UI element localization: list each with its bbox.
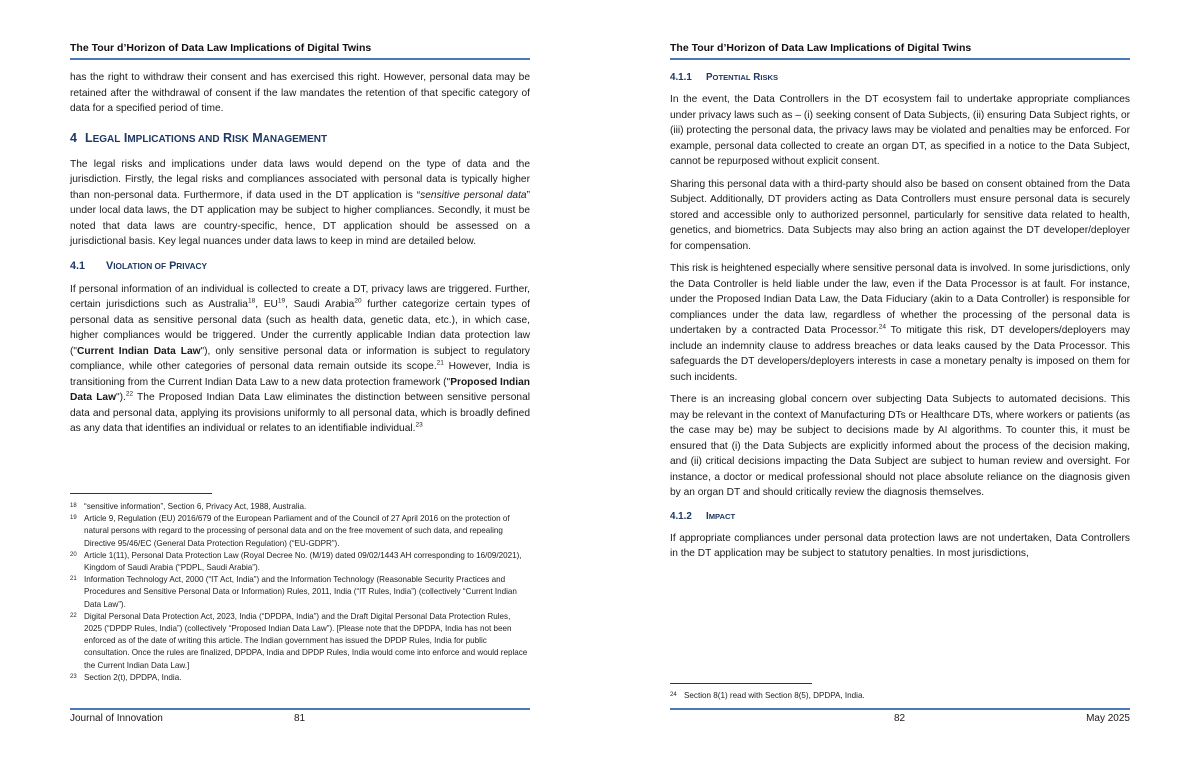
footnote-ref[interactable]: 24 (878, 323, 886, 331)
section-heading-4-1: 4.1 VIOLATION OF PRIVACY (70, 259, 207, 272)
footnote-number: 23 (70, 673, 77, 680)
footnote-text: Digital Personal Data Protection Act, 2023, India (“DPDPA, India”) and the Draft Digital Personal Data Protection Rules, 2025 (“DPDP Rules, India”) (collectively “Proposed Indian Data Law”). [Please note that the DPDPA, India has not been enforced as of the date of writing this article. The Indian government has issued the DPDP Rules, India for public consultation. Once the rules are finalized, DPDPA, India and DPDP Rules, India would come into enforce and would replace the Current Indian Data Law.] (84, 611, 528, 670)
footer-date: May 2025 (1086, 713, 1130, 724)
footnote-number: 21 (70, 576, 77, 583)
footnote-ref[interactable]: 22 (125, 390, 134, 398)
footer-rule (670, 708, 1130, 710)
running-header: The Tour d’Horizon of Data Law Implications of Digital Twins (70, 42, 372, 54)
footnote-text: Section 2(t), DPDPA, India. (84, 672, 182, 682)
footnote-text: Section 8(1) read with Section 8(5), DPDPA, India. (684, 691, 865, 700)
impact-paragraph: If appropriate compliances under personal data protection laws are not undertaken, Data Controllers in the DT application may be subject to statutory penalties. In most jurisdictions, (670, 532, 1130, 559)
footnote (70, 611, 530, 672)
footnote-ref[interactable]: 21 (436, 359, 444, 367)
footnote (670, 690, 1130, 702)
footnote (70, 672, 530, 684)
footnote (70, 574, 530, 611)
header-rule (670, 58, 1130, 60)
footnote-ref[interactable]: 20 (354, 297, 362, 305)
section-heading-4-1-1: 4.1.1 POTENTIAL RISKS (670, 72, 779, 83)
footnote-text: Information Technology Act, 2000 (“IT Act, India”) and the Information Technology (Reasonable Security Practices and Procedures and Sensitive Personal Data or Information) Rules, 2011, India (“IT Rules, India”) (collectively “Current Indian Data Law”). (84, 575, 517, 609)
left-page (70, 0, 530, 776)
footnote-number: 22 (70, 612, 77, 619)
right-body (670, 72, 1130, 562)
footer-rule (70, 708, 530, 710)
footnote-text: Article 1(11), Personal Data Protection Law (Royal Decree No. (M/19) dated 09/02/1443 AH corresponding to 16/09/2021), Kingdom of Saudi Arabia (“PDPL, Saudi Arabia”). (84, 550, 522, 573)
footnote-number: 19 (70, 515, 77, 522)
footer-journal: Journal of Innovation (70, 713, 163, 724)
potential-risks-paragraph-1: In the event, the Data Controllers in the DT ecosystem fail to undertake appropriate compliances under privacy laws such as – (i) seeking consent of Data Subjects, (ii) ensuring Data Subject rights, or (iii) protecting the personal data, the privacy laws may be violated and penalties may be enforced. For example, personal data collected to create an organ DT, as specified in a notice to the Data Subject, cannot be repurposed without explicit consent. (670, 94, 1130, 167)
footnote-separator (70, 493, 212, 494)
footnote (70, 513, 530, 550)
footnotes-right (670, 690, 1130, 702)
footnote-number: 20 (70, 551, 77, 558)
potential-risks-paragraph-2: Sharing this personal data with a third-party should also be based on consent obtained from the Data Subject. Additionally, DT providers acting as Data Controllers must ensure personal data is securely stored and accessible only to authorized personnel, particularly for sensitive data related to health, genetics, and biometrics. Data Subjects may also bring an action against the DT developer/deployer for compensation. (670, 178, 1130, 252)
section-heading-4: 4 LEGAL IMPLICATIONS AND RISK MANAGEMENT (70, 130, 328, 145)
right-page (670, 0, 1130, 776)
footnote-ref[interactable]: 18 (247, 297, 256, 305)
footnote-text: “sensitive information”, Section 6, Privacy Act, 1988, Australia. (84, 502, 307, 511)
privacy-paragraph: If personal information of an individual is collected to create a DT, privacy laws are triggered. Further, certain jurisdictions such as Australia$^{18}$, EU$^{19}$, Saudi Arabia$^{20}$ further categorize certain types of personal data as sensitive personal data (such as health data, genetic data, etc.), in which case, higher compliances would be triggered. Under the currently applicable Indian data protection law ("Current Indian Data Law"), only sensitive personal data or information is subject to regulatory compliance, while other categories of personal data remain outside its scope.$^{21}$ However, India is transitioning from the Current Indian Data Law to a new data protection framework ("Proposed Indian Data Law").$^{22}$ The Proposed Indian Data Law eliminates the distinction between sensitive personal data and personal data, applying its provisions uniformly to all personal data, which is broadly defined as any data that identifies an individual or relates to an identifiable individual.$^{23}$ (70, 283, 531, 434)
footnote-separator (670, 683, 812, 684)
footnote-ref[interactable]: 23 (415, 421, 423, 429)
running-header: The Tour d’Horizon of Data Law Implications of Digital Twins (670, 42, 972, 54)
footnote-text: Article 9, Regulation (EU) 2016/679 of the European Parliament and of the Council of 27 April 2016 on the protection of natural persons with regard to the processing of personal data and on the free movement of such data, and repealing Directive 95/46/EC (General Data Protection Regulation) (“EU-GDPR”). (84, 514, 510, 548)
legal-risks-paragraph: The legal risks and implications under data laws would depend on the type of data and the jurisdiction. Firstly, the legal risks and compliances associated with personal data is typically higher than non-personal data. Furthermore, if data used in the DT application is “sensitive personal data” under local data laws, the DT application may be subject to higher compliances. Secondly, it must be noted that data laws are country-specific, hence, DT application should be assessed on a jurisdictional basis. Key legal nuances under data laws to keep in mind are detailed below. (70, 158, 530, 247)
potential-risks-paragraph-4: There is an increasing global concern over subjecting Data Subjects to automated decisions. This may be relevant in the context of Manufacturing DTs or Healthcare DTs, where workers or patients (as the case may be) may be subject to decisions made by AI algorithms. To counter this, it must be ensured that (i) the Data Subjects are explicitly informed about the process of the decision making, and (ii) critical decisions impacting the Data Subject are subject to human review and oversight. For instance, a doctor or medical professional should not place absolute reliance on the diagnosis given by an organ DT and should critically review the diagnosis themselves. (670, 394, 1130, 498)
potential-risks-paragraph-3: This risk is heightened especially where sensitive personal data is involved. In some jurisdictions, only the Data Controller is held liable under the law, even if the Data Processor is at fault. For instance, under the Proposed Indian Data Law, the Data Fiduciary (akin to a Data Controller) is responsible for compliances under the data law, regardless of whether the processing of the personal data is undertaken by a contracted Data Processor.$^{24}$ To mitigate this risk, DT developers/deployers may include an indemnity clause to address breaches or data leaks caused by the Data Processor. This safeguards the DT developers/deployers interests in case a monetary penalty is imposed on them for such incidents. (670, 263, 1130, 383)
intro-paragraph: has the right to withdraw their consent and has exercised this right. However, personal data may be retained after the withdrawal of consent if the law mandates the retention of that specific category of data for a specified period of time. (70, 72, 530, 114)
footnote (70, 550, 530, 574)
page-number: 81 (294, 713, 306, 724)
left-body (70, 70, 530, 437)
footnotes-left (70, 501, 530, 684)
footnote-number: 18 (70, 503, 77, 509)
header-rule (70, 58, 530, 60)
footnote-ref[interactable]: 19 (277, 297, 286, 305)
section-heading-4-1-2: 4.1.2 IMPACT (670, 510, 736, 522)
page-number: 82 (894, 713, 906, 724)
footnote (70, 501, 530, 513)
footnote-number: 24 (670, 692, 677, 698)
